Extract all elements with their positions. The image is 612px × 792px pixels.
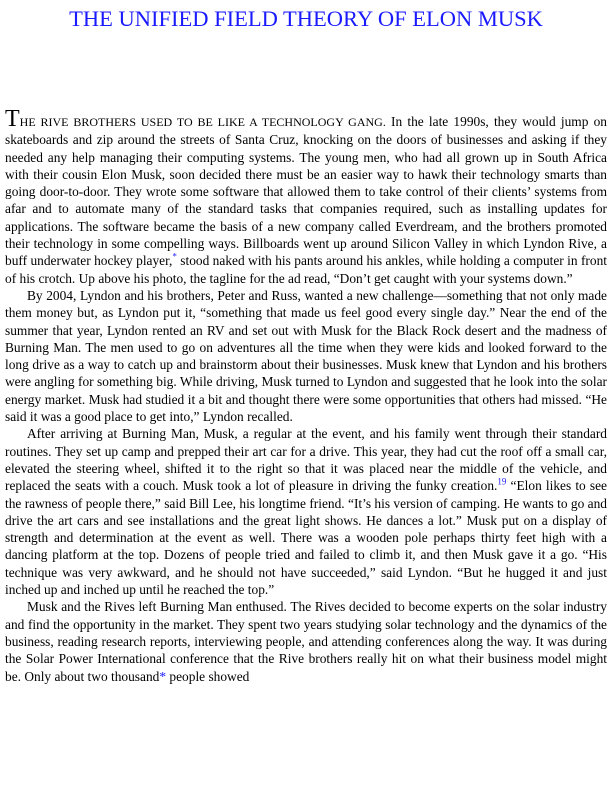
paragraph-3-text-a: After arriving at Burning Man, Musk, a regular at the event, and his family went through their standard routines. They set up camp and prepped their art car for a drive. This year, they had cut the roof off a small car, elevated the steering wheel, shifted it to the right so that it was placed near the middle of the vehicle, and replaced the seats with a couch. Musk took a lot of pleasure in driving the funky creation. <box>5 426 607 494</box>
paragraph-4-text-b: people showed <box>166 668 250 684</box>
footnote-link-star-2[interactable]: * <box>159 668 167 684</box>
paragraph-4 <box>5 598 607 684</box>
drop-cap: T <box>5 106 20 132</box>
footnote-link-19[interactable]: 19 <box>497 476 507 487</box>
paragraph-3 <box>5 425 607 598</box>
chapter-title: THE UNIFIED FIELD THEORY OF ELON MUSK <box>69 6 543 31</box>
paragraph-3-text-b: “Elon likes to see the rawness of people there,” said Bill Lee, his longtime friend. “It’s his version of camping. He wants to go and drive the art cars and see installations and the great light shows. He dances a lot.” Musk put on a display of strength and determination at the event as well. There was a wooden pole perhaps thirty feet high with a dancing platform at the top. Dozens of people tried and failed to climb it, and then Musk gave it a go. “His technique was very awkward, and he should not have succeeded,” said Lyndon. “But he hugged it and just inched up and inched up until he reached the top.” <box>5 478 607 598</box>
opening-smallcaps: HE RIVE BROTHERS USED TO BE LIKE A TECHNOLOGY GANG. <box>19 115 386 129</box>
footnote-link-star[interactable]: * <box>172 251 177 262</box>
paragraph-1 <box>5 106 607 287</box>
paragraph-1-text-b: stood naked with his pants around his ankles, while holding a computer in front of his crotch. Up above his photo, the tagline for the ad read, “Don’t get caught with your systems down.” <box>5 253 607 286</box>
paragraph-4-text-a: Musk and the Rives left Burning Man enthused. The Rives decided to become experts on the solar industry and find the opportunity in the market. They spent two years studying solar technology and the dynamics of the business, reading research reports, interviewing people, and attending conferences along the way. It was during the Solar Power International conference that the Rive brothers really hit on what their business model might be. Only about two thousand <box>5 599 607 684</box>
body-text <box>5 106 607 685</box>
paragraph-1-text-a: In the late 1990s, they would jump on skateboards and zip around the streets of Santa Cruz, knocking on the doors of businesses and asking if they needed any help managing their computing systems. The young men, who had all grown up in South Africa with their cousin Elon Musk, soon decided there must be an easier way to hawk their technology smarts than going door-to-door. They wrote some software that allowed them to take control of their clients’ systems from afar and to automate many of the standard tasks that companies required, such as installing updates for applications. The software became the basis of a new company called Everdream, and the brothers promoted their technology in some compelling ways. Billboards went up around Silicon Valley in which Lyndon Rive, a buff underwater hockey player, <box>5 114 607 269</box>
paragraph-2: By 2004, Lyndon and his brothers, Peter and Russ, wanted a new challenge—something that not only made them money but, as Lyndon put it, “something that made us feel good every single day.” Near the end of the summer that year, Lyndon rented an RV and set out with Musk for the Black Rock desert and the madness of Burning Man. The men used to go on adventures all the time when they were kids and looked forward to the long drive as a way to catch up and brainstorm about their businesses. Musk knew that Lyndon and his brothers were angling for something big. While driving, Musk turned to Lyndon and suggested that he look into the solar energy market. Musk had studied it a bit and thought there were some opportunities that others had missed. “He said it was a good place to get into,” Lyndon recalled. <box>5 287 607 425</box>
